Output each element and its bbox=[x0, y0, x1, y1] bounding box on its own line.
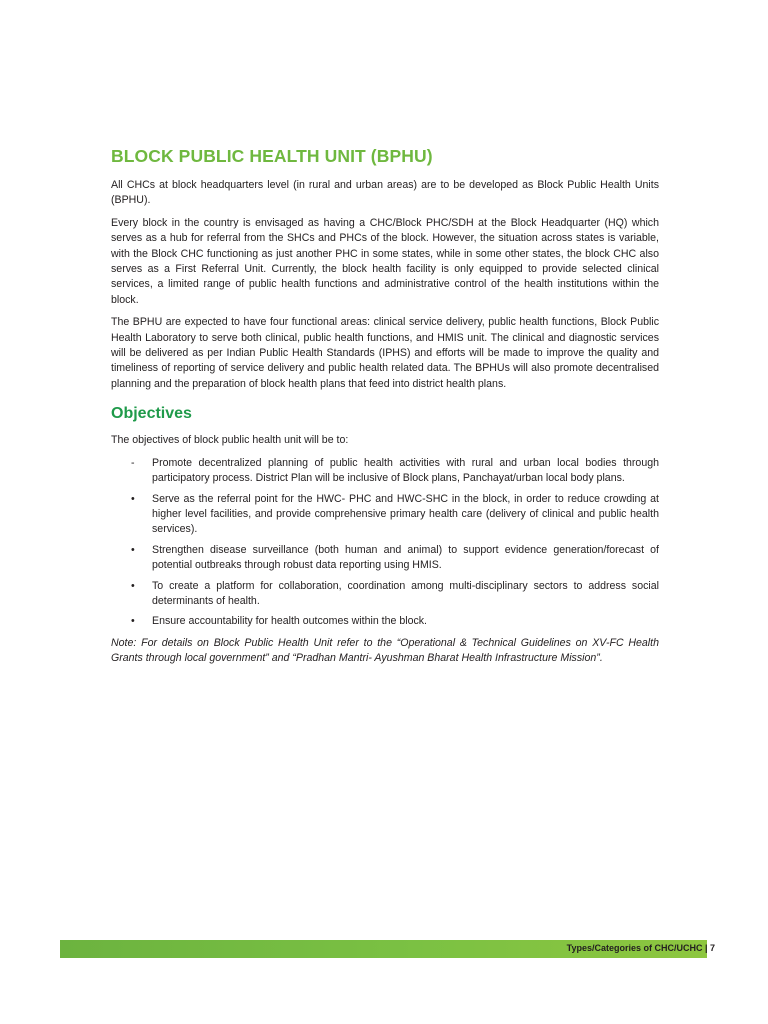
list-item-text: Ensure accountability for health outcomes within the block. bbox=[152, 615, 427, 628]
page-content bbox=[111, 146, 659, 674]
paragraph-intro: All CHCs at block headquarters level (in rural and urban areas) are to be developed as Block Public Health Units (BPHU). bbox=[111, 179, 659, 207]
list-item-text: Promote decentralized planning of public health activities with rural and urban local bodies through participatory process. District Plan will be inclusive of Block plans, Panchayat/urban local body plans. bbox=[152, 456, 659, 485]
list-item bbox=[111, 579, 659, 610]
paragraph-functional-areas: The BPHU are expected to have four functional areas: clinical service delivery, public health functions, Block Public Health Laboratory to serve both clinical, public health functions, and HMIS unit. The clinical and diagnostic services will be delivered as per Indian Public Health Standards (IPHS) and efforts will be made to improve the quality and timeliness of reporting of service delivery and public health related data. The BPHUs will also promote decentralised planning and the preparation of block health plans that feed into district health plans. bbox=[111, 316, 659, 390]
guideline-note: Note: For details on Block Public Health Unit refer to the “Operational & Technical Guidelines on XV-FC Health Grants through local government” and “Pradhan Mantri- Ayushman Bharat Health Infrastructure Mission”. bbox=[111, 636, 659, 665]
list-item bbox=[111, 456, 659, 487]
list-item bbox=[111, 492, 659, 538]
objectives-list bbox=[111, 456, 659, 630]
list-item-text: Strengthen disease surveillance (both human and animal) to support evidence generation/forecast of potential outbreaks through robust data reporting using HMIS. bbox=[152, 543, 659, 572]
bullet-marker: • bbox=[131, 615, 135, 628]
list-item bbox=[111, 614, 659, 629]
list-item bbox=[111, 543, 659, 574]
bullet-marker: • bbox=[131, 579, 135, 592]
list-item-text: Serve as the referral point for the HWC- PHC and HWC-SHC in the block, in order to reduce crowding at higher level facilities, and provide comprehensive primary health care (delivery of clinical and public health services). bbox=[152, 492, 659, 536]
paragraph-block-hq: Every block in the country is envisaged as having a CHC/Block PHC/SDH at the Block Headquarter (HQ) which serves as a hub for referral from the SHCs and PHCs of the block. However, the situation across states is variable, with the Block CHC functioning as just another PHC in some states, while in some other states, the block CHC also serves as a First Referral Unit. Currently, the block health facility is only equipped to provide selected clinical services, a limited range of public health functions and administrative control of the health institutions within the block. bbox=[111, 216, 659, 306]
bullet-marker: • bbox=[131, 492, 135, 505]
bullet-marker: - bbox=[131, 456, 135, 469]
page-title: BLOCK PUBLIC HEALTH UNIT (BPHU) bbox=[111, 146, 433, 166]
bullet-marker: • bbox=[131, 543, 135, 556]
page-footer-label: Types/Categories of CHC/UCHC | 7 bbox=[566, 943, 715, 953]
list-item-text: To create a platform for collaboration, coordination among multi-disciplinary sectors to address social determinants of health. bbox=[152, 579, 659, 607]
objectives-intro: The objectives of block public health unit will be to: bbox=[111, 434, 349, 447]
objectives-heading: Objectives bbox=[111, 405, 192, 423]
